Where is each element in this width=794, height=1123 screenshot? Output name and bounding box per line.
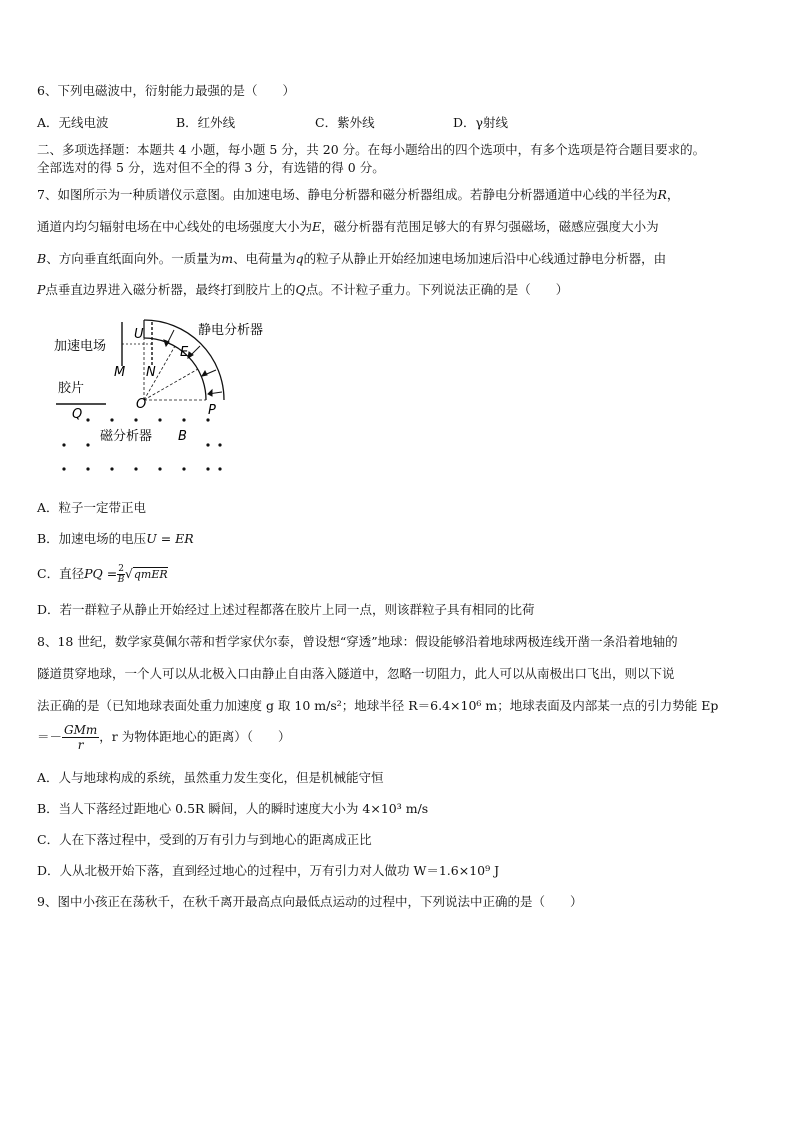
q7-line3 xyxy=(37,251,666,267)
label-magnetic-analyzer: 磁分析器 xyxy=(100,429,153,444)
label-Q: Q xyxy=(72,407,83,422)
q7-line1-end: ， xyxy=(666,187,680,202)
label-B: B xyxy=(178,429,187,444)
q7-option-b-formula: U = ER xyxy=(146,531,194,546)
label-film: 胶片 xyxy=(58,381,85,396)
q7-var-Q: Q xyxy=(295,282,306,297)
q7-var-q: q xyxy=(295,251,304,266)
q7-line1 xyxy=(37,187,679,203)
q7-line2 xyxy=(37,219,659,235)
q7-option-b-text: B．加速电场的电压 xyxy=(37,531,147,546)
q7-line1-text: 7、如图所示为一种质谱仪示意图。由加速电场、静电分析器和磁分析器组成。若静电分析器通道中心线的半径为 xyxy=(37,187,658,202)
q7-line2-a: 通道内均匀辐射电场在中心线处的电场强度大小为 xyxy=(37,219,313,234)
section2-line1: 二、多项选择题：本题共 4 小题，每小题 5 分，共 20 分。在每小题给出的四个选项中，有多个选项是符合题目要求的。 xyxy=(37,142,706,157)
q8-line4-a: ＝－ xyxy=(37,729,63,744)
q7-var-m: m xyxy=(221,251,234,266)
section2-line2: 全部选对的得 5 分，选对但不全的得 3 分，有选错的得 0 分。 xyxy=(37,160,385,175)
q7-line4-a: 点垂直边界进入磁分析器，最终打到胶片上的 xyxy=(45,282,296,297)
q7-option-b xyxy=(37,531,194,547)
magnetic-field-dots xyxy=(62,418,221,470)
q9-stem: 9、图中小孩正在荡秋千，在秋千离开最高点向最低点运动的过程中，下列说法中正确的是（ ） xyxy=(37,894,583,909)
q7-option-c-num: 2 xyxy=(118,564,124,574)
q7-option-a: A．粒子一定带正电 xyxy=(37,500,147,515)
q7-option-d: D．若一群粒子从静止开始经过上述过程都落在胶片上同一点，则该群粒子具有相同的比荷 xyxy=(37,602,535,617)
q7-option-c-root: qmER xyxy=(133,568,168,581)
label-U: U xyxy=(134,327,144,342)
label-electrostatic-analyzer: 静电分析器 xyxy=(198,323,264,338)
q8-line3: 法正确的是（已知地球表面处重力加速度 g 取 10 m/s²；地球半径 R＝6.4×10⁶ m；地球表面及内部某一点的引力势能 Ep xyxy=(37,698,719,713)
q7-line3-b: 、电荷量为 xyxy=(233,251,296,266)
q7-option-c-fraction xyxy=(117,564,125,585)
q6-option-c: C．紫外线 xyxy=(315,115,375,130)
q7-line4 xyxy=(37,282,568,298)
q8-frac-den: r xyxy=(77,738,84,752)
q8-line2: 隧道贯穿地球，一个人可以从北极入口由静止自由落入隧道中，忽略一切阻力，此人可以从南极出口飞出，则以下说 xyxy=(37,666,675,681)
q8-option-d: D．人从北极开始下落，直到经过地心的过程中，万有引力对人做功 W＝1.6×10⁹ J xyxy=(37,863,500,878)
q7-option-c xyxy=(37,564,168,585)
q8-frac-num: GMm xyxy=(64,723,98,737)
label-P: P xyxy=(208,403,216,418)
q6-option-b: B．红外线 xyxy=(176,115,236,130)
q7-var-R: R xyxy=(657,187,667,202)
q6-stem: 6、下列电磁波中，衍射能力最强的是（ ） xyxy=(37,83,295,98)
label-accel-field: 加速电场 xyxy=(54,339,107,354)
field-arrows xyxy=(164,330,222,396)
q7-option-c-text: C．直径 xyxy=(37,566,85,581)
q6-option-d: D．γ射线 xyxy=(453,115,508,130)
q7-option-c-den: B xyxy=(117,575,125,585)
q7-line3-c: 的粒子从静止开始经加速电场加速后沿中心线通过静电分析器，由 xyxy=(303,251,667,266)
label-O: O xyxy=(136,397,147,412)
q8-potential-fraction xyxy=(62,723,99,752)
q7-line3-a: 、方向垂直纸面向外。一质量为 xyxy=(46,251,222,266)
q8-line1: 8、18 世纪，数学家莫佩尔蒂和哲学家伏尔泰，曾设想“穿透”地球：假设能够沿着地球两极连线开凿一条沿着地轴的 xyxy=(37,634,678,649)
q7-option-c-lhs: PQ = xyxy=(84,566,118,581)
q7-line4-b: 点。不计粒子重力。下列说法正确的是（ ） xyxy=(305,282,569,297)
label-N: N xyxy=(146,365,156,380)
q8-option-c: C．人在下落过程中，受到的万有引力与到地心的距离成正比 xyxy=(37,832,372,847)
sqrt-symbol: √ xyxy=(124,566,133,581)
label-M: M xyxy=(114,365,126,380)
label-E: E xyxy=(180,345,189,360)
q8-option-a: A．人与地球构成的系统，虽然重力发生变化，但是机械能守恒 xyxy=(37,770,384,785)
q7-var-B: B xyxy=(37,251,47,266)
q7-line2-b: ，磁分析器有范围足够大的有界匀强磁场，磁感应强度大小为 xyxy=(321,219,659,234)
q7-var-P: P xyxy=(37,282,46,297)
q8-line4-b: ，r 为物体距地心的距离）（ ） xyxy=(99,729,291,744)
q8-option-b: B．当人下落经过距地心 0.5R 瞬间，人的瞬时速度大小为 4×10³ m/s xyxy=(37,801,429,816)
q7-var-E: E xyxy=(312,219,322,234)
mass-spectrometer-diagram xyxy=(52,318,292,478)
q8-line4 xyxy=(37,722,290,752)
q6-option-a: A．无线电波 xyxy=(37,115,109,130)
